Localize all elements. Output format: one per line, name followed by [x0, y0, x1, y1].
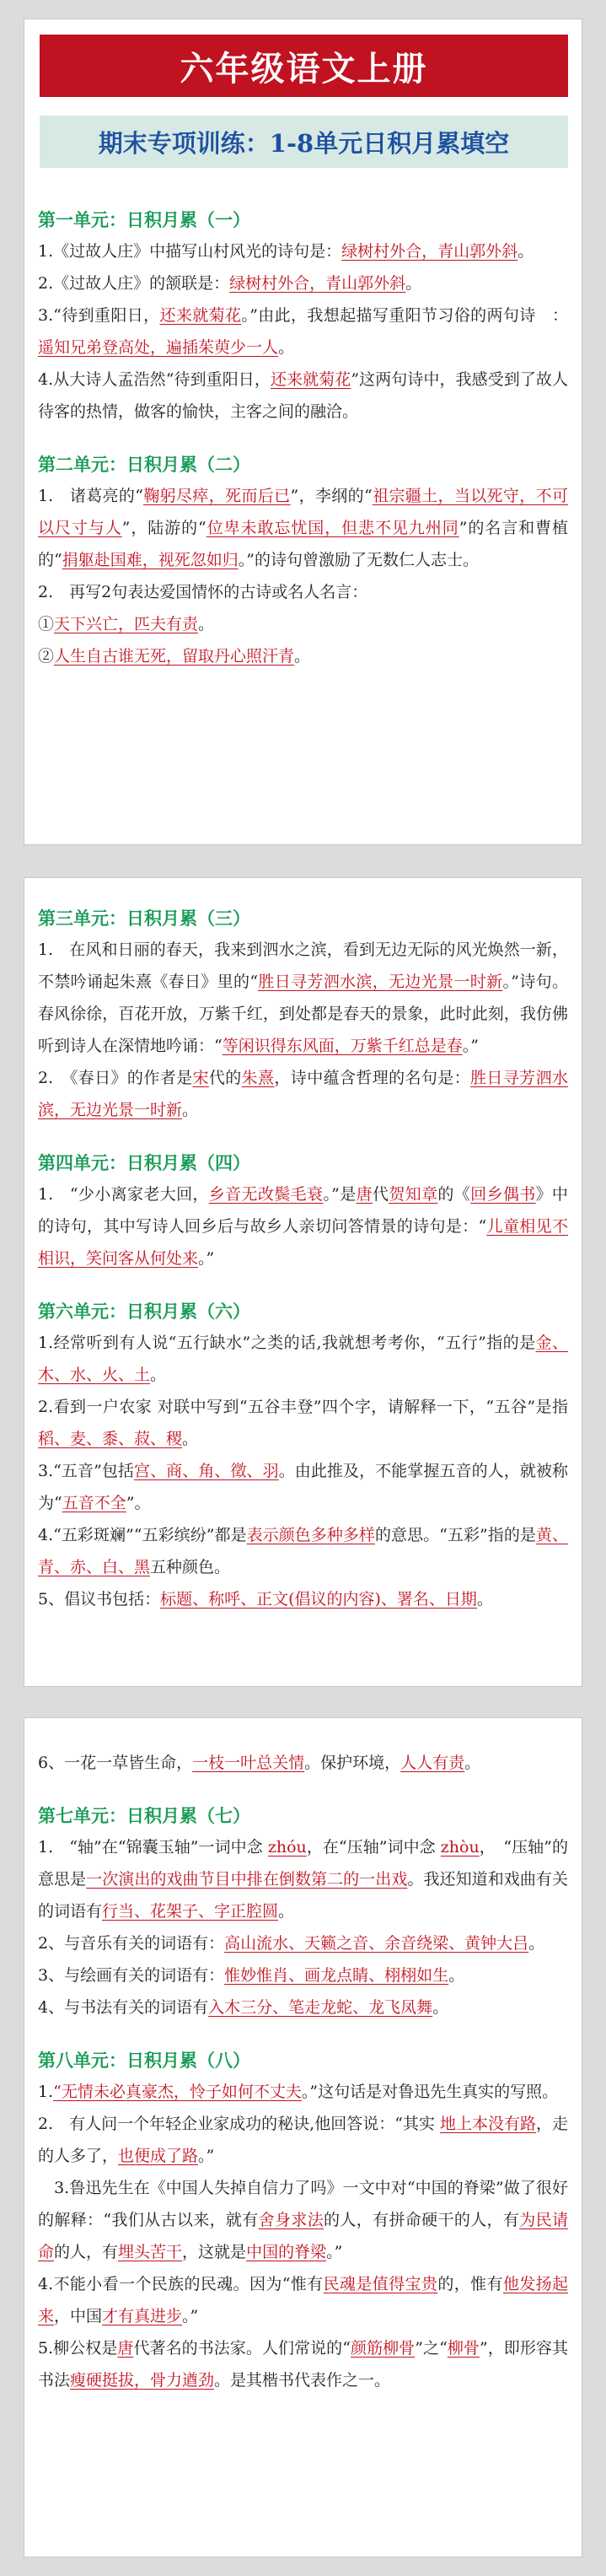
question-item: [38, 1178, 568, 1275]
answer-text: 高山流水、天籁之音、余音绕梁、黄钟大吕: [224, 1934, 529, 1953]
question-item: [38, 1583, 568, 1615]
answer-text: 也便成了路: [118, 2147, 199, 2165]
answer-text: 行当、花架子、字正腔圆: [102, 1902, 279, 1921]
content-card-1: [24, 19, 582, 845]
prompt-text: 2. 《春日》的作者是: [38, 1069, 193, 1087]
prompt-text: 4、与书法有关的词语有: [38, 1998, 209, 2017]
question-item: [38, 2172, 568, 2268]
prompt-text: 2.看到一户农家 对联中写到“五谷丰登”四个字，请解释一下，“五谷”是指: [38, 1398, 568, 1416]
prompt-text: 。: [150, 1366, 167, 1384]
prompt-text: 。”: [182, 2307, 199, 2325]
answer-text: 还来就菊花: [270, 370, 351, 389]
question-item: [38, 267, 568, 299]
section-heading: 第八单元：日积月累（八）: [38, 2050, 250, 2071]
prompt-text: ”，即形容其书法: [38, 2339, 568, 2390]
question-item: [38, 934, 568, 1062]
answer-text: 一枝一叶总关情: [192, 1754, 305, 1772]
answer-text: 一次演出的戏曲节目中排在倒数第二的一出戏: [86, 1870, 408, 1889]
prompt-text: 3.“五音”包括: [38, 1462, 135, 1480]
prompt-text: ”，李纲的“: [290, 487, 373, 505]
section-heading: 第二单元：日积月累（二）: [38, 454, 250, 475]
answer-text: 儿童相见不相识，笑问客从何处来: [38, 1217, 568, 1268]
prompt-text: 1. “少小离家老大回，: [38, 1185, 209, 1204]
prompt-text: 。”: [462, 1037, 479, 1055]
prompt-text: 。: [432, 1998, 449, 2017]
question-item: [38, 299, 568, 364]
content-card-2: [24, 877, 582, 1687]
prompt-text: 代著名的书法家。人们常说的“: [133, 2339, 351, 2358]
answer-text: 乡音无改鬓毛衰: [208, 1185, 324, 1204]
answer-text: 柳骨: [447, 2339, 480, 2358]
answer-text: 绿树村外合，青山郭外斜: [229, 274, 406, 293]
answer-text: 天下兴亡，匹夫有责: [54, 615, 199, 633]
prompt-text: 代: [372, 1185, 389, 1204]
prompt-text: ”。: [126, 1494, 151, 1512]
prompt-text: 的人，有拼命硬干的人，有: [324, 2211, 520, 2229]
answer-text: 才有真进步: [102, 2307, 183, 2325]
prompt-text: 。: [182, 1430, 199, 1448]
content-card-3: [24, 1717, 582, 2557]
prompt-text: 4.“五彩斑斓”“五彩缤纷”都是: [38, 1526, 247, 1544]
question-item: [38, 1391, 568, 1455]
answer-text: 埋头苦干: [118, 2243, 183, 2261]
prompt-text: ，在“压轴”词中念: [306, 1838, 441, 1857]
answer-text: 颜筋柳骨: [350, 2339, 416, 2358]
answer-text: 他发扬起来: [38, 2275, 568, 2325]
answer-text: 胜日寻芳泗水滨，无边光景一时新: [258, 973, 503, 991]
prompt-text: ，这就是: [182, 2243, 247, 2261]
prompt-text: 3.“待到重阳日，: [38, 306, 160, 325]
prompt-text: ”，陆游的“: [121, 519, 206, 537]
prompt-text: 。是其楷书代表作之一。: [214, 2371, 391, 2390]
section-heading: 第三单元：日积月累（三）: [38, 908, 250, 929]
answer-text: 鞠躬尽瘁，死而后已: [142, 487, 291, 505]
prompt-text: ”之“: [415, 2339, 448, 2358]
prompt-text: 。”由此，我想起描写重阳节习俗的两句诗 ：: [241, 306, 568, 325]
answer-text: 胜日寻芳泗水滨，无边光景一时新: [38, 1069, 568, 1119]
answer-text: 金、木、水、火、土: [38, 1334, 568, 1384]
page-subtitle: 期末专项训练：1-8单元日积月累填空: [40, 116, 568, 168]
answer-text: 中国的脊梁: [246, 2243, 327, 2261]
section-heading: 第四单元：日积月累（四）: [38, 1152, 250, 1173]
question-item: [38, 1991, 568, 2024]
page-title: 六年级语文上册: [40, 35, 568, 97]
prompt-text: 2.《过故人庄》的颔联是：: [38, 274, 230, 293]
prompt-text: 1.《过故人庄》中描写山村风光的诗句是：: [38, 242, 342, 261]
answer-text: 宋: [192, 1069, 209, 1087]
question-item: [38, 2268, 568, 2332]
question-item: [38, 235, 568, 267]
answer-text: 人人有责: [400, 1754, 465, 1772]
prompt-text: 5.柳公权是: [38, 2339, 118, 2358]
question-item: [38, 480, 568, 576]
prompt-text: 。”诗句。春风徐徐，百花开放，万紫千红，到处都是春天的景象，此时此刻，我仿佛听到诗人在深情地吟诵：“: [38, 973, 568, 1055]
answer-text: zhòu: [440, 1838, 480, 1857]
answer-text: 回乡偶书: [470, 1185, 536, 1204]
answer-text: 表示颜色多种多样: [246, 1526, 375, 1544]
prompt-text: 。”这句话是对鲁迅先生真实的写照。: [301, 2083, 559, 2101]
answer-text: 瘦硬挺拔，骨力遒劲: [70, 2371, 215, 2390]
card-2-body: [38, 903, 568, 1615]
prompt-text: 代的: [208, 1069, 242, 1087]
prompt-text: ”这两句诗中，我感受到了故人待客的热情，做客的愉快，主客之间的融洽。: [38, 370, 568, 421]
prompt-text: 2. 有人问一个年轻企业家成功的秘诀,他回答说：“其实: [38, 2115, 440, 2133]
prompt-text: 五种颜色。: [150, 1558, 231, 1576]
prompt-text: 。我还知道和戏曲有关的词语有: [38, 1870, 568, 1921]
prompt-text: 的意思。“五彩”指的是: [374, 1526, 536, 1544]
prompt-text: 3、与绘画有关的词语有：: [38, 1966, 225, 1985]
answer-text: 五音不全: [62, 1494, 126, 1512]
prompt-text: 。”是: [323, 1185, 357, 1204]
answer-text: 唐: [356, 1185, 373, 1204]
prompt-text: 。”: [198, 2147, 215, 2165]
answer-text: 捐躯赴国难，视死忽如归: [62, 551, 239, 569]
answer-text: 黄、青、赤、白、黑: [38, 1526, 568, 1576]
answer-text: 宫、商、角、徵、羽: [134, 1462, 279, 1480]
answer-text: 遥知兄弟登高处，遍插茱萸少一人: [38, 338, 279, 357]
question-item: [38, 1747, 568, 1779]
question-item: [38, 364, 568, 428]
prompt-text: 。”: [326, 2243, 343, 2261]
answer-text: 等闲识得东风面，万紫千红总是春: [222, 1037, 463, 1055]
prompt-text: 。保护环境，: [304, 1754, 401, 1772]
answer-text: 标题、称呼、正文(倡议的内容)、署名、日期: [160, 1590, 477, 1609]
prompt-text: 的《: [437, 1185, 471, 1204]
prompt-text: ①: [38, 615, 55, 633]
prompt-text: ，中国: [54, 2307, 103, 2325]
answer-text: 民魂是值得宝贵: [323, 2275, 438, 2293]
prompt-text: 1. 在风和日丽的春天，我来到泗水之滨，看到无边无际的风光焕然一新，不禁吟诵起朱熹《春日》里的“: [38, 940, 568, 991]
prompt-text: 的人，有: [54, 2243, 119, 2261]
prompt-text: 5、倡议书包括：: [38, 1590, 161, 1609]
answer-text: 为民请命: [38, 2211, 568, 2261]
answer-text: 人生自古谁无死，留取丹心照汗青: [54, 647, 295, 666]
answer-text: zhóu: [267, 1838, 307, 1857]
question-item: [38, 1327, 568, 1391]
prompt-text: 3.鲁迅先生在《中国人失掉自信力了吗》一文中对“中国的脊梁”做了很好的解释：“我们从古以来，就有: [38, 2179, 568, 2229]
prompt-text: 2、与音乐有关的词语有：: [38, 1934, 225, 1953]
prompt-text: 。”的诗句曾激励了无数仁人志士。: [238, 551, 479, 569]
prompt-text: 。”: [198, 1249, 215, 1268]
prompt-text: ②: [38, 647, 55, 666]
answer-text: 稻、麦、黍、菽、稷: [38, 1430, 183, 1448]
answer-text: 惟妙惟肖、画龙点睛、栩栩如生: [224, 1966, 449, 1985]
prompt-text: 2. 再写2句表达爱国情怀的古诗或名人名言：: [38, 583, 368, 601]
prompt-text: 。: [405, 274, 422, 293]
prompt-text: 。: [278, 1902, 295, 1921]
prompt-text: 4.不能小看一个民族的民魂。因为“惟有: [38, 2275, 324, 2293]
prompt-text: 。: [278, 338, 295, 357]
question-item: [38, 640, 568, 672]
prompt-text: 。: [518, 242, 534, 261]
answer-text: 位卑未敢忘忧国，但悲不见九州同: [206, 519, 459, 537]
prompt-text: 。: [294, 647, 311, 666]
question-item: [38, 608, 568, 640]
prompt-text: 1. 诸葛亮的“: [38, 487, 143, 505]
prompt-text: 。: [528, 1934, 545, 1953]
question-item: [38, 576, 568, 608]
prompt-text: ，诗中蕴含哲理的名句是：: [274, 1069, 471, 1087]
answer-text: “无情未必真豪杰，怜子如何不丈夫: [53, 2083, 302, 2101]
answer-text: 绿树村外合，青山郭外斜: [341, 242, 518, 261]
prompt-text: 4.从大诗人孟浩然“待到重阳日，: [38, 370, 271, 389]
answer-text: 地上本没有路: [439, 2115, 536, 2133]
prompt-text: 。: [464, 1754, 481, 1772]
answer-text: 舍身求法: [258, 2211, 324, 2229]
prompt-text: 1.: [38, 2083, 54, 2101]
question-item: [38, 1927, 568, 1959]
section-heading: 第一单元：日积月累（一）: [38, 209, 250, 230]
prompt-text: ， “压轴”的意思是: [38, 1838, 568, 1889]
prompt-text: 。由此推及，不能掌握五音的人，就被称为“: [38, 1462, 568, 1512]
prompt-text: 。: [198, 615, 215, 633]
question-item: [38, 1062, 568, 1126]
prompt-text: 1. “轴”在“锦囊玉轴”一词中念: [38, 1838, 268, 1857]
prompt-text: 。: [182, 1101, 199, 1119]
answer-text: 还来就菊花: [159, 306, 242, 325]
question-item: [38, 2332, 568, 2396]
prompt-text: 。: [476, 1590, 493, 1609]
question-item: [38, 2108, 568, 2172]
section-heading: 第六单元：日积月累（六）: [38, 1301, 250, 1322]
answer-text: 入木三分、笔走龙蛇、龙飞凤舞: [208, 1998, 433, 2017]
question-item: [38, 2076, 568, 2108]
prompt-text: 。: [448, 1966, 465, 1985]
prompt-text: 6、一花一草皆生命，: [38, 1754, 193, 1772]
question-item: [38, 1831, 568, 1927]
prompt-text: 1.经常听到有人说“五行缺水”之类的话,我就想考考你，“五行”指的是: [38, 1334, 536, 1352]
card-1-body: [38, 205, 568, 672]
answer-text: 唐: [117, 2339, 134, 2358]
prompt-text: 的，惟有: [437, 2275, 503, 2293]
card-3-body: [38, 1747, 568, 2396]
prompt-text: 》中的诗句，其中写诗人回乡后与故乡人亲切问答情景的诗句是：“: [38, 1185, 568, 1236]
answer-text: 贺知章: [389, 1185, 438, 1204]
question-item: [38, 1455, 568, 1519]
prompt-text: ”的名言和曹植的“: [38, 519, 568, 569]
section-heading: 第七单元：日积月累（七）: [38, 1805, 250, 1826]
question-item: [38, 1959, 568, 1991]
answer-text: 朱熹: [241, 1069, 275, 1087]
prompt-text: ，走的人多了，: [38, 2115, 568, 2165]
question-item: [38, 1519, 568, 1583]
answer-text: 祖宗疆土，当以死守，不可以尺寸与人: [38, 487, 568, 537]
